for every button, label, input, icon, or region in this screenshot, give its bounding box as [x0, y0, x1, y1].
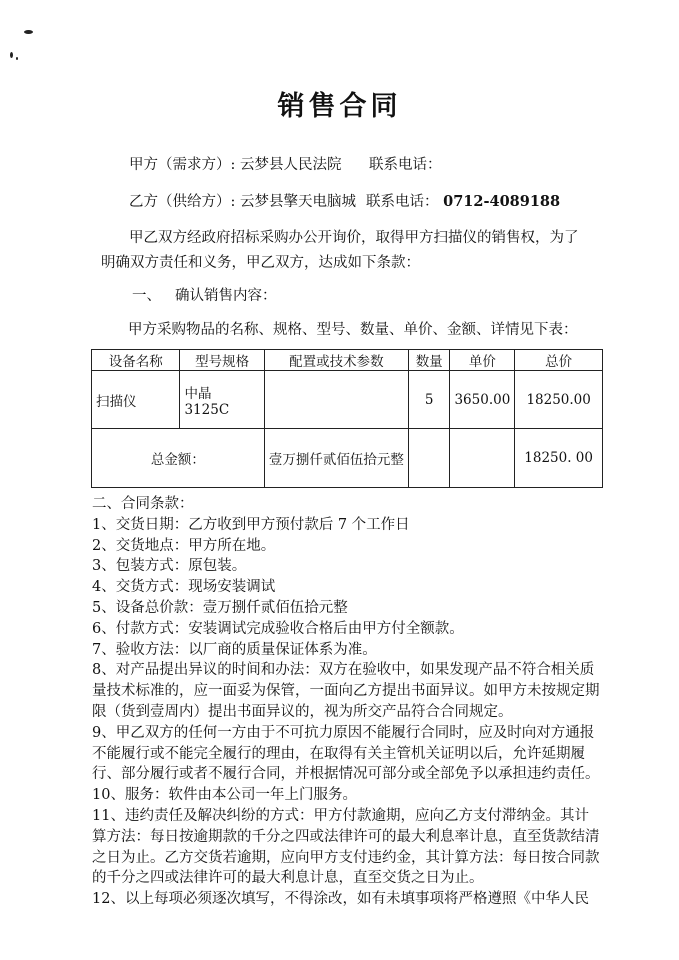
- party-b-phone-label: 联系电话：: [366, 194, 439, 210]
- section-1-heading: 确认销售内容：: [175, 288, 277, 304]
- clause-6: 6、付款方式：安装调试完成验收合格后由甲方付全额款。: [92, 620, 464, 637]
- clause-12: 12、以上每项必须逐次填写，不得涂改，如有未填事项将严格遵照《中华人民: [92, 891, 589, 908]
- total-price-empty: [450, 429, 515, 488]
- cell-total: 18250.00: [515, 371, 603, 429]
- col-header-model: 型号规格: [180, 350, 264, 371]
- table-total-row: [92, 429, 603, 488]
- total-amount: 18250. 00: [515, 429, 603, 488]
- col-header-unit-price: 单价: [450, 350, 515, 371]
- party-a-name: 云梦县人民法院: [240, 157, 342, 173]
- scan-speck: [10, 52, 13, 58]
- clause-1: 1、交货日期：乙方收到甲方预付款后 7 个工作日: [92, 516, 410, 533]
- total-in-words: 壹万捌仟贰佰伍拾元整: [264, 429, 408, 488]
- total-qty-empty: [408, 429, 450, 488]
- party-b-row: [129, 190, 356, 211]
- document-title: 销售合同: [277, 91, 402, 122]
- total-label: 总金额：: [92, 429, 265, 488]
- party-a-phone: [369, 153, 442, 174]
- col-header-device: 设备名称: [92, 350, 180, 371]
- intro-paragraph: 甲乙双方经政府招标采购办公开询价，取得甲方扫描仪的销售权，为了明确双方责任和义务，甲乙双方，达成如下条款：: [101, 230, 579, 271]
- party-b-name: 云梦县擎天电脑城: [240, 194, 356, 210]
- clause-3: 3、包装方式：原包装。: [92, 558, 247, 575]
- col-header-config: 配置或技术参数: [264, 350, 408, 371]
- clause-heading: 二、合同条款：: [92, 496, 194, 512]
- clause-5: 5、设备总价款：壹万捌仟贰佰伍拾元整: [92, 599, 348, 616]
- party-a-label: 甲方（需求方）:: [129, 157, 236, 173]
- party-b-phone: [366, 190, 560, 211]
- clause-2: 2、交货地点：甲方所在地。: [92, 537, 276, 554]
- party-a-phone-label: 联系电话：: [369, 157, 442, 173]
- cell-device: 扫描仪: [92, 371, 180, 429]
- party-a-row: [129, 153, 342, 174]
- clause-7: 7、验收方法：以厂商的质量保证体系为准。: [92, 641, 377, 658]
- cell-unit-price: 3650.00: [450, 371, 515, 429]
- clause-9: 9、甲乙双方的任何一方由于不可抗力原因不能履行合同时，应及时向对方通报不能履行或不能完全履行的理由，在取得有关主管机关证明以后，允许延期履行、部分履行或者不履行合同，并根据情况可部分或全部免予以承担违约责任。: [92, 724, 600, 783]
- cell-config: [264, 371, 408, 429]
- party-b-phone-value: 0712-4089188: [443, 193, 561, 210]
- col-header-qty: 数量: [408, 350, 450, 371]
- table-intro: 甲方采购物品的名称、规格、型号、数量、单价、金额、详情见下表：: [128, 322, 578, 338]
- scan-speck: [16, 57, 18, 60]
- scan-speck: [24, 30, 33, 34]
- contract-clauses: [92, 494, 600, 910]
- clause-10: 10、服务：软件由本公司一年上门服务。: [92, 787, 357, 804]
- spec-table: [91, 349, 603, 488]
- table-row: [92, 371, 603, 429]
- cell-model: 中晶 3125C: [180, 371, 264, 429]
- clause-4: 4、交货方式：现场安装调试: [92, 579, 276, 596]
- col-header-total: 总价: [515, 350, 603, 371]
- party-b-label: 乙方（供给方）:: [129, 194, 236, 210]
- clause-11: 11、违约责任及解决纠纷的方式：甲方付款逾期，应向乙方支付滞纳金。其计算方法：每日按逾期款的千分之四或法律许可的最大利息率计息，直至货款结清之日为止。乙方交货若逾期，应向甲方支付违约金，其计算方法：每日按合同款的千分之四或法律许可的最大利息计息，直至交货之日为止。: [92, 807, 600, 887]
- table-header-row: [92, 350, 603, 371]
- section-1-number: 一、: [132, 288, 161, 304]
- clause-8: 8、对产品提出异议的时间和办法：双方在验收中，如果发现产品不符合相关质量技术标准的，应一面妥为保管，一面向乙方提出书面异议。如甲方未按规定期限（货到壹周内）提出书面异议的，视为所交产品符合合同规定。: [92, 662, 600, 720]
- cell-qty: 5: [408, 371, 450, 429]
